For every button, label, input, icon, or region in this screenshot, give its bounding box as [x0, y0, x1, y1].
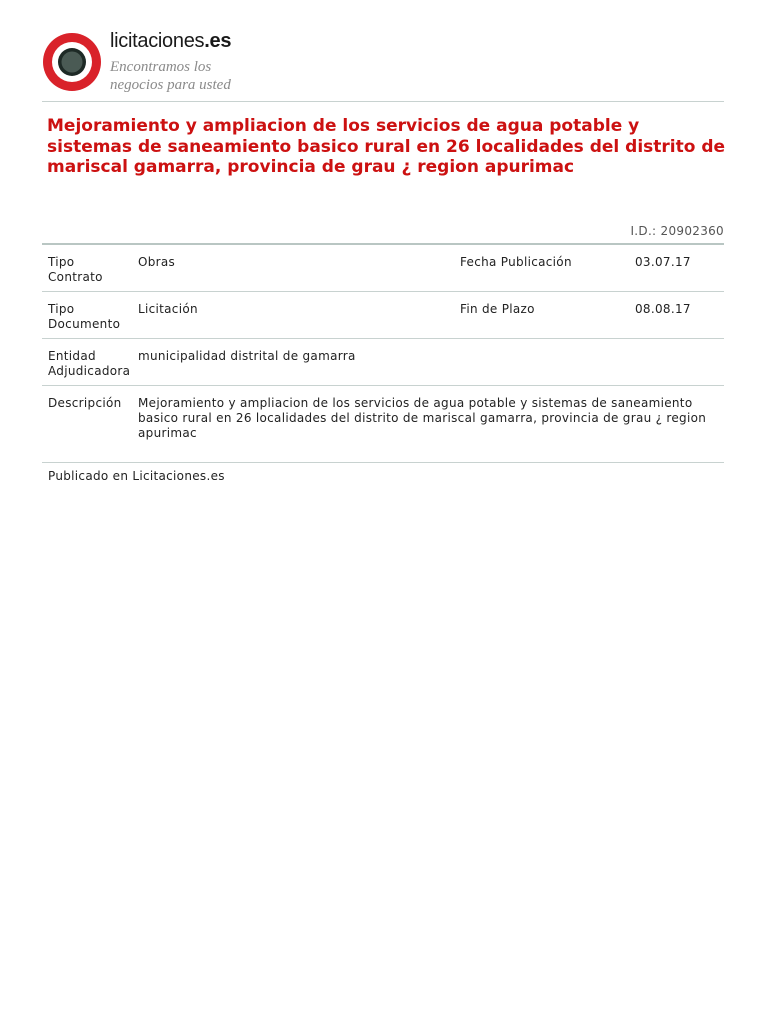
row-label-line: Entidad — [48, 349, 96, 363]
details-table — [42, 243, 724, 463]
row-label — [48, 255, 134, 285]
table-row-entidad — [42, 339, 724, 386]
row-value-description: Mejoramiento y ampliacion de los servicios de agua potable y sistemas de saneamiento basico rural en 26 localidades del distrito de mariscal gamarra, provincia de grau ¿ region apurimac — [138, 396, 707, 440]
row-value: municipalidad distrital de gamarra — [138, 349, 356, 363]
tagline — [110, 58, 310, 94]
tagline-line-2: negocios para usted — [110, 77, 231, 93]
page-title: Mejoramiento y ampliacion de los servicios de agua potable y sistemas de saneamiento basico rural en 26 localidades del distrito de mariscal gamarra, provincia de grau ¿ region apurimac — [47, 116, 726, 177]
row-label-line: Contrato — [48, 270, 103, 284]
table-row-tipo-contrato — [42, 245, 724, 292]
footer-text: Publicado en Licitaciones.es — [48, 469, 225, 483]
target-logo-icon[interactable] — [42, 32, 102, 92]
site-header — [42, 28, 724, 100]
row-label — [48, 302, 134, 332]
brand-tld: .es — [204, 30, 232, 52]
header-divider — [42, 101, 724, 102]
brand-name: licitaciones — [110, 30, 205, 52]
row-label — [48, 349, 134, 379]
row-label-secondary: Fecha Publicación — [460, 255, 572, 269]
tagline-line-1: Encontramos los — [110, 59, 212, 75]
document-id: I.D.: 20902360 — [630, 224, 724, 238]
row-value-secondary: 03.07.17 — [635, 255, 691, 269]
row-value-secondary: 08.08.17 — [635, 302, 691, 316]
table-row-descripcion — [42, 386, 724, 463]
row-label-line: Tipo — [48, 255, 75, 269]
row-value: Obras — [138, 255, 176, 269]
row-label-line: Adjudicadora — [48, 364, 131, 378]
row-label-secondary: Fin de Plazo — [460, 302, 535, 316]
row-label: Descripción — [48, 396, 122, 410]
row-label-line: Documento — [48, 317, 121, 331]
row-label-line: Tipo — [48, 302, 75, 316]
table-row-tipo-documento — [42, 292, 724, 339]
row-value: Licitación — [138, 302, 198, 316]
brand-logotype[interactable] — [110, 30, 231, 53]
